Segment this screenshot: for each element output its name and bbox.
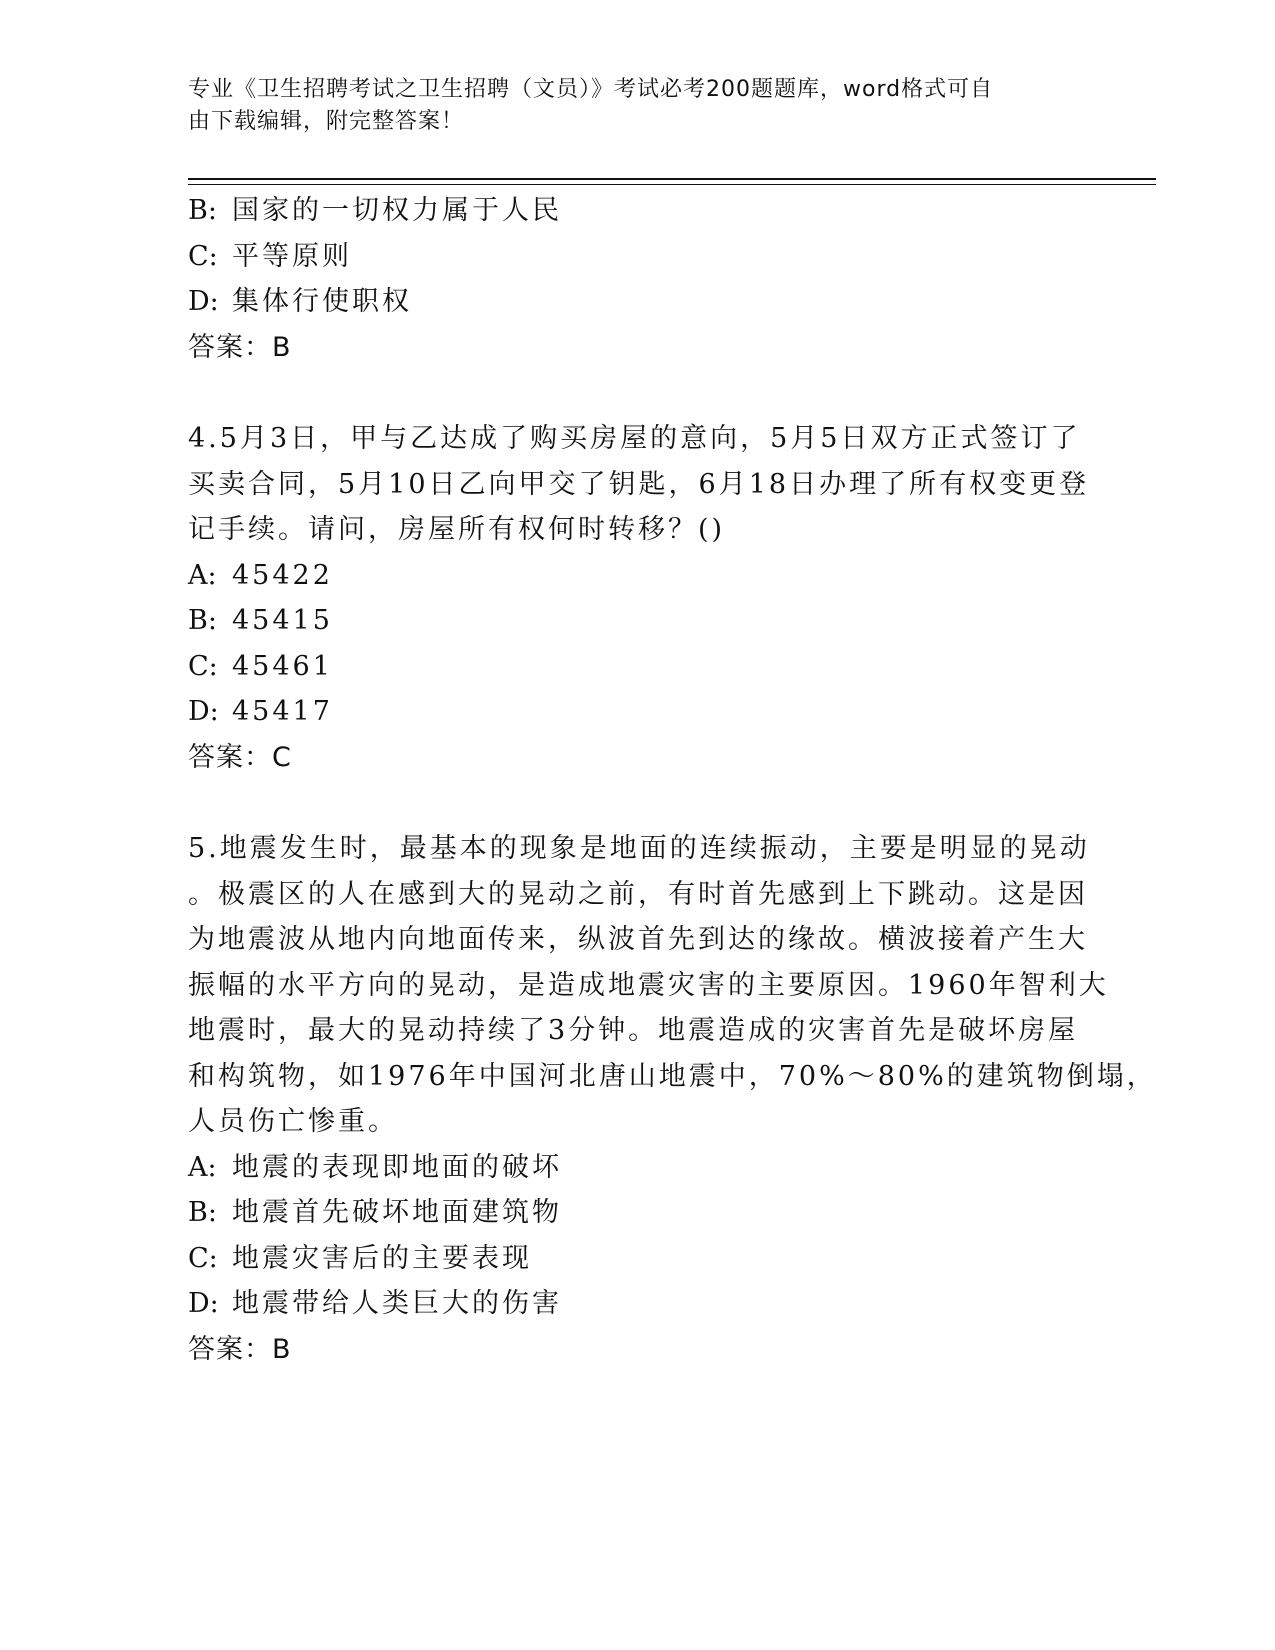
- option-text: 地震灾害后的主要表现: [232, 1242, 532, 1274]
- question-4: [188, 416, 1088, 780]
- option-text: 国家的一切权力属于人民: [232, 195, 562, 226]
- question-text-line: 人员伤亡惨重。: [188, 1106, 398, 1137]
- question-text-line: 记手续。请问，房屋所有权何时转移？(): [188, 514, 726, 545]
- option-c: [188, 644, 1088, 690]
- option-key: A:: [188, 559, 217, 591]
- option-text: 45461: [232, 650, 333, 682]
- option-key: C:: [188, 650, 218, 682]
- option-c: [188, 1236, 1088, 1282]
- question-text-line: 振幅的水平方向的晃动，是造成地震灾害的主要原因。1960年智利大: [188, 969, 1109, 1001]
- option-key: C:: [188, 1242, 218, 1274]
- option-d: [188, 1281, 1088, 1327]
- header-rule-thin: [188, 184, 1156, 185]
- question-text-line: 4.5月3日，甲与乙达成了购买房屋的意向，5月5日双方正式签订了: [188, 423, 1081, 454]
- option-text: 45415: [232, 605, 333, 636]
- option-key: D:: [188, 286, 219, 317]
- option-b: [188, 188, 1088, 234]
- option-text: 地震首先破坏地面建筑物: [232, 1197, 562, 1228]
- option-b: [188, 1190, 1088, 1236]
- spacer: [188, 370, 1088, 416]
- option-b: [188, 598, 1088, 644]
- option-text: 45422: [232, 559, 333, 591]
- header-line-1: 专业《卫生招聘考试之卫生招聘（文员）》考试必考200题题库，word格式可自: [188, 77, 994, 102]
- option-c: [188, 234, 1088, 280]
- question-3: [188, 188, 1088, 370]
- option-key: D:: [188, 1288, 219, 1319]
- option-text: 集体行使职权: [232, 286, 412, 317]
- question-5: [188, 826, 1157, 1372]
- document-body: [188, 188, 1157, 1372]
- question-text-line: 为地震波从地内向地面传来，纵波首先到达的缘故。横波接着产生大: [188, 924, 1088, 955]
- option-a: [188, 1145, 1088, 1191]
- header-rule-thick: [188, 178, 1156, 180]
- option-d: [188, 279, 1088, 325]
- question-text-line: 和构筑物，如1976年中国河北唐山地震中，70%～80%的建筑物倒塌，: [188, 1060, 1157, 1092]
- header-line-2: 由下载编辑，附完整答案！: [188, 109, 465, 134]
- question-text-line: 地震时，最大的晃动持续了3分钟。地震造成的灾害首先是破坏房屋: [188, 1015, 1079, 1046]
- answer-line: 答案：B: [188, 1333, 292, 1365]
- question-text-line: 。极震区的人在感到大的晃动之前，有时首先感到上下跳动。这是因: [188, 878, 1088, 910]
- option-key: D:: [188, 696, 219, 727]
- option-text: 地震的表现即地面的破坏: [232, 1151, 562, 1183]
- option-key: B:: [188, 605, 217, 636]
- spacer: [188, 780, 1088, 826]
- answer-line: 答案：C: [188, 741, 292, 773]
- question-text-line: 买卖合同，5月10日乙向甲交了钥匙，6月18日办理了所有权变更登: [188, 468, 1090, 500]
- document-header: [188, 74, 1068, 138]
- option-text: 平等原则: [232, 240, 352, 272]
- option-text: 45417: [232, 696, 333, 727]
- option-d: [188, 689, 1088, 735]
- option-key: B:: [188, 1197, 217, 1228]
- option-key: A:: [188, 1151, 217, 1183]
- option-key: C:: [188, 240, 218, 272]
- option-a: [188, 553, 1088, 599]
- option-key: B:: [188, 195, 217, 226]
- answer-line: 答案：B: [188, 331, 292, 363]
- option-text: 地震带给人类巨大的伤害: [232, 1288, 562, 1319]
- question-text-line: 5.地震发生时，最基本的现象是地面的连续振动，主要是明显的晃动: [188, 833, 1090, 864]
